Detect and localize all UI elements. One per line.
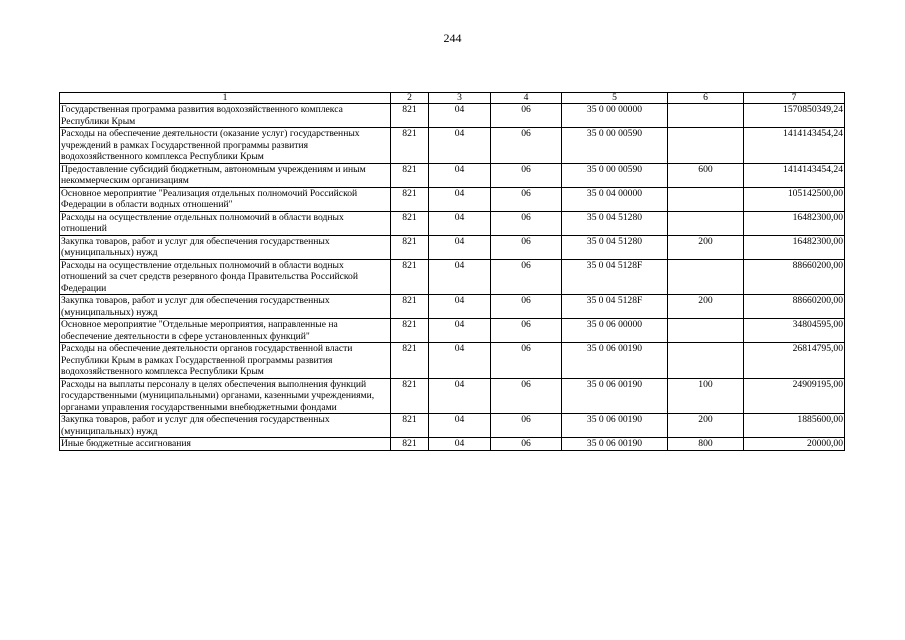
expense-type-code	[668, 104, 744, 128]
target-article-code: 35 0 06 00190	[562, 378, 668, 414]
target-article-code: 35 0 00 00590	[562, 163, 668, 187]
column-header: 5	[562, 93, 668, 104]
amount: 1570850349,24	[744, 104, 845, 128]
item-name: Иные бюджетные ассигнования	[60, 438, 391, 451]
table-row	[60, 414, 845, 438]
item-name: Расходы на осуществление отдельных полномочий в области водных отношений за счет средств резервного фонда Правительства Российской Федерации	[60, 259, 391, 295]
item-name: Закупка товаров, работ и услуг для обеспечения государственных (муниципальных) нужд	[60, 235, 391, 259]
target-article-code: 35 0 04 00000	[562, 187, 668, 211]
table-row	[60, 128, 845, 164]
target-article-code: 35 0 04 51280	[562, 235, 668, 259]
section-code: 04	[429, 414, 491, 438]
ministry-code: 821	[391, 319, 429, 343]
amount: 88660200,00	[744, 259, 845, 295]
subsection-code: 06	[491, 128, 562, 164]
subsection-code: 06	[491, 414, 562, 438]
expense-type-code: 200	[668, 235, 744, 259]
subsection-code: 06	[491, 319, 562, 343]
target-article-code: 35 0 00 00590	[562, 128, 668, 164]
expense-type-code	[668, 128, 744, 164]
item-name: Расходы на выплаты персоналу в целях обеспечения выполнения функций государственными (муниципальными) органами, казенными учреждениями, органами управления государственными внебюджетными фондами	[60, 378, 391, 414]
column-header: 1	[60, 93, 391, 104]
target-article-code: 35 0 04 5128F	[562, 295, 668, 319]
table-row	[60, 343, 845, 379]
column-header: 4	[491, 93, 562, 104]
subsection-code: 06	[491, 378, 562, 414]
expense-type-code: 800	[668, 438, 744, 451]
expense-type-code	[668, 187, 744, 211]
table-row	[60, 187, 845, 211]
section-code: 04	[429, 259, 491, 295]
item-name: Закупка товаров, работ и услуг для обеспечения государственных (муниципальных) нужд	[60, 295, 391, 319]
expense-type-code: 600	[668, 163, 744, 187]
table-row	[60, 235, 845, 259]
item-name: Основное мероприятие "Реализация отдельных полномочий Российской Федерации в области водных отношений"	[60, 187, 391, 211]
subsection-code: 06	[491, 104, 562, 128]
ministry-code: 821	[391, 163, 429, 187]
section-code: 04	[429, 104, 491, 128]
table-row	[60, 378, 845, 414]
section-code: 04	[429, 438, 491, 451]
target-article-code: 35 0 00 00000	[562, 104, 668, 128]
ministry-code: 821	[391, 187, 429, 211]
ministry-code: 821	[391, 378, 429, 414]
item-name: Расходы на осуществление отдельных полномочий в области водных отношений	[60, 211, 391, 235]
table-row	[60, 163, 845, 187]
amount: 34804595,00	[744, 319, 845, 343]
section-code: 04	[429, 295, 491, 319]
subsection-code: 06	[491, 438, 562, 451]
target-article-code: 35 0 06 00190	[562, 438, 668, 451]
amount: 105142500,00	[744, 187, 845, 211]
table-row	[60, 295, 845, 319]
amount: 16482300,00	[744, 235, 845, 259]
subsection-code: 06	[491, 163, 562, 187]
amount: 16482300,00	[744, 211, 845, 235]
section-code: 04	[429, 235, 491, 259]
page-number: 244	[443, 31, 462, 45]
amount: 88660200,00	[744, 295, 845, 319]
expense-type-code: 200	[668, 295, 744, 319]
section-code: 04	[429, 163, 491, 187]
subsection-code: 06	[491, 211, 562, 235]
section-code: 04	[429, 128, 491, 164]
amount: 1414143454,24	[744, 163, 845, 187]
amount: 20000,00	[744, 438, 845, 451]
item-name: Расходы на обеспечение деятельности (оказание услуг) государственных учреждений в рамках Государственной программы развития водохозяйственного комплекса Республики Крым	[60, 128, 391, 164]
subsection-code: 06	[491, 259, 562, 295]
table-row	[60, 319, 845, 343]
section-code: 04	[429, 187, 491, 211]
target-article-code: 35 0 04 51280	[562, 211, 668, 235]
expense-type-code: 100	[668, 378, 744, 414]
header-row	[60, 93, 845, 104]
subsection-code: 06	[491, 235, 562, 259]
expense-type-code	[668, 319, 744, 343]
subsection-code: 06	[491, 295, 562, 319]
item-name: Расходы на обеспечение деятельности органов государственной власти Республики Крым в рамках Государственной программы развития водохозяйственного комплекса Республики Крым	[60, 343, 391, 379]
target-article-code: 35 0 04 5128F	[562, 259, 668, 295]
item-name: Закупка товаров, работ и услуг для обеспечения государственных (муниципальных) нужд	[60, 414, 391, 438]
ministry-code: 821	[391, 295, 429, 319]
section-code: 04	[429, 343, 491, 379]
column-header: 7	[744, 93, 845, 104]
column-header: 2	[391, 93, 429, 104]
target-article-code: 35 0 06 00000	[562, 319, 668, 343]
item-name: Государственная программа развития водохозяйственного комплекса Республики Крым	[60, 104, 391, 128]
column-header: 3	[429, 93, 491, 104]
expense-type-code	[668, 211, 744, 235]
target-article-code: 35 0 06 00190	[562, 414, 668, 438]
ministry-code: 821	[391, 211, 429, 235]
table-row	[60, 259, 845, 295]
section-code: 04	[429, 319, 491, 343]
amount: 1414143454,24	[744, 128, 845, 164]
target-article-code: 35 0 06 00190	[562, 343, 668, 379]
ministry-code: 821	[391, 104, 429, 128]
ministry-code: 821	[391, 343, 429, 379]
ministry-code: 821	[391, 414, 429, 438]
subsection-code: 06	[491, 187, 562, 211]
item-name: Предоставление субсидий бюджетным, автономным учреждениям и иным некоммерческим организациям	[60, 163, 391, 187]
table-row	[60, 104, 845, 128]
expense-type-code	[668, 343, 744, 379]
amount: 24909195,00	[744, 378, 845, 414]
table-row	[60, 211, 845, 235]
ministry-code: 821	[391, 259, 429, 295]
amount: 26814795,00	[744, 343, 845, 379]
section-code: 04	[429, 378, 491, 414]
amount: 1885600,00	[744, 414, 845, 438]
expense-type-code	[668, 259, 744, 295]
table-row	[60, 438, 845, 451]
column-header: 6	[668, 93, 744, 104]
subsection-code: 06	[491, 343, 562, 379]
budget-table	[59, 92, 845, 451]
ministry-code: 821	[391, 128, 429, 164]
ministry-code: 821	[391, 438, 429, 451]
item-name: Основное мероприятие "Отдельные мероприятия, направленные на обеспечение деятельности в сфере установленных функций"	[60, 319, 391, 343]
expense-type-code: 200	[668, 414, 744, 438]
ministry-code: 821	[391, 235, 429, 259]
section-code: 04	[429, 211, 491, 235]
